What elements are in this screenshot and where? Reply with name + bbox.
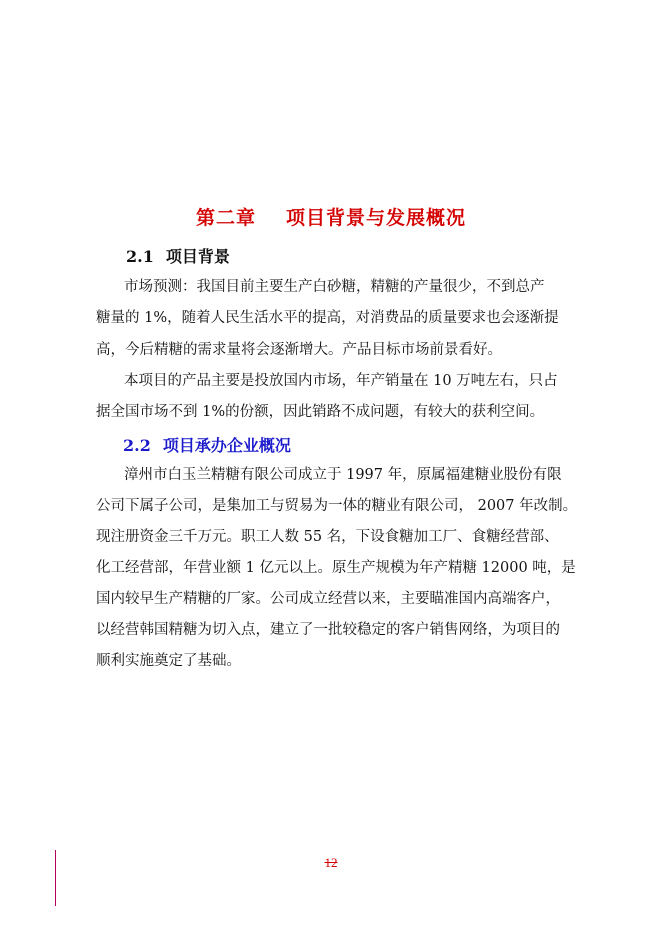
section-heading-background: [126, 244, 230, 267]
section-title: 项目背景: [165, 247, 230, 266]
paragraph-line: 现注册资金三千万元。职工人数 55 名，下设食糖加工厂、食糖经营部、: [96, 529, 559, 545]
paragraph-line: 化工经营部，年营业额 1 亿元以上。原生产规模为年产精糖 12000 吨，是: [96, 560, 576, 576]
paragraph-line: 本项目的产品主要是投放国内市场，年产销量在 10 万吨左右，只占: [124, 373, 558, 389]
section-heading-company: [123, 433, 291, 456]
paragraph-line: 市场预测：我国目前主要生产白砂糖，精糖的产量很少，不到总产: [124, 279, 545, 295]
paragraph-line: 高，今后精糖的需求量将会逐渐增大。产品目标市场前景看好。: [96, 342, 502, 358]
section-title: 项目承办企业概况: [162, 436, 291, 455]
chapter-title-text: 项目背景与发展概况: [286, 207, 467, 229]
paragraph-line: 据全国市场不到 1%的份额，因此销路不成问题，有较大的获利空间。: [96, 404, 545, 420]
paragraph-line: 以经营韩国精糖为切入点，建立了一批较稳定的客户销售网络，为项目的: [96, 622, 560, 638]
paragraph-line: 公司下属子公司，是集加工与贸易为一体的糖业有限公司， 2007 年改制。: [96, 498, 578, 514]
paragraph-line: 糖量的 1%，随着人民生活水平的提高，对消费品的质量要求也会逐渐提: [96, 310, 559, 326]
paragraph-line: 国内较早生产精糖的厂家。公司成立经营以来，主要瞄准国内高端客户，: [96, 591, 560, 607]
section-number: 2.1: [126, 247, 154, 266]
page-number: 12: [324, 855, 338, 870]
section-number: 2.2: [123, 436, 151, 455]
chapter-number: 第二章: [195, 207, 256, 229]
paragraph-line: 漳州市白玉兰精糖有限公司成立于 1997 年，原属福建糖业股份有限: [124, 467, 562, 483]
paragraph-line: 顺利实施奠定了基础。: [96, 653, 241, 669]
change-bar: [55, 850, 56, 906]
chapter-title: [0, 203, 662, 230]
